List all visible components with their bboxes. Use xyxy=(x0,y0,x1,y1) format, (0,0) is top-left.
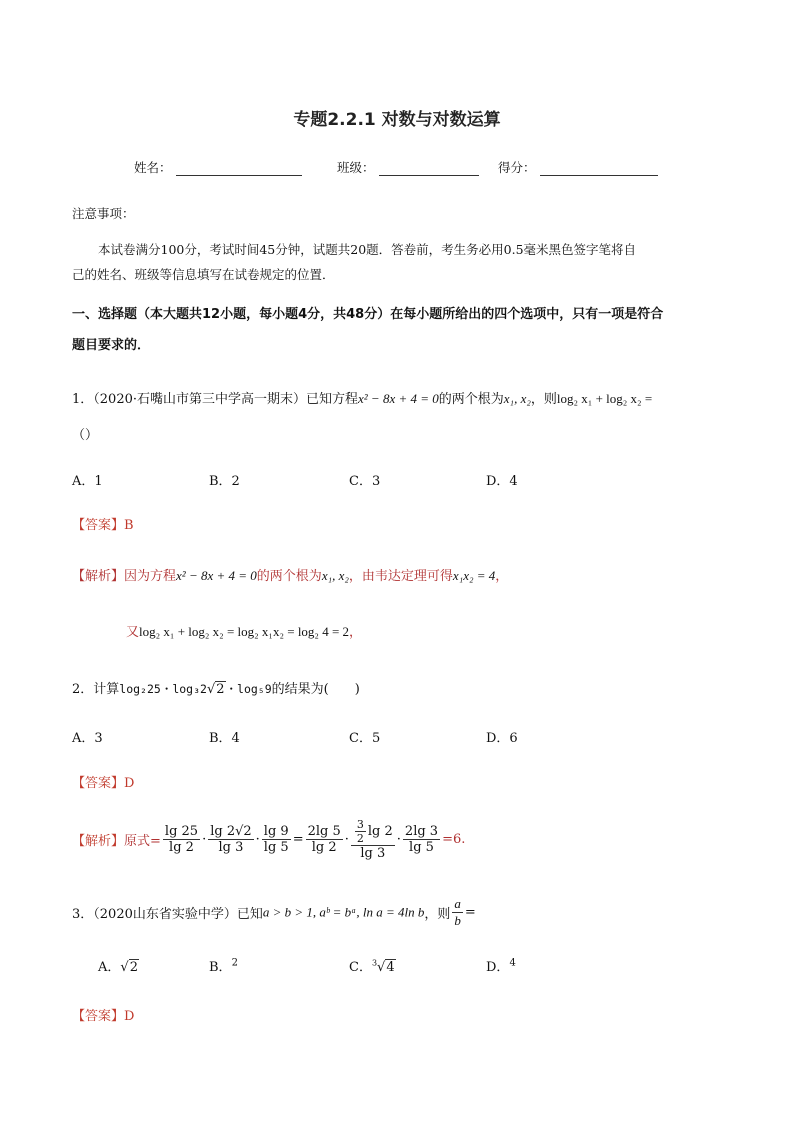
fraction-denominator: lg 5 xyxy=(409,840,434,855)
fraction-denominator: lg 3 xyxy=(218,840,244,855)
q2-fraction-6 xyxy=(403,824,440,855)
q3-stem-text: 3．（2020山东省实验中学）已知 xyxy=(72,907,263,922)
q3-option-c-radicand: 4 xyxy=(386,960,395,975)
question-1-stem xyxy=(72,388,652,407)
question-3-stem xyxy=(72,896,476,929)
score-field[interactable] xyxy=(498,158,658,176)
option-label: D． xyxy=(486,960,510,975)
q3-answer xyxy=(72,1005,134,1024)
q1-analysis-text-4: ， xyxy=(495,569,509,584)
q1-stem-text-2: 的两个根为 xyxy=(438,392,504,407)
nested-fraction xyxy=(355,818,366,845)
q3-stem-text-2: ，则 xyxy=(424,907,451,922)
q1-analysis-text-2: 的两个根为 xyxy=(256,569,322,584)
q3-option-a[interactable] xyxy=(98,956,139,975)
dot: · xyxy=(344,832,349,847)
fraction-numerator: 2lg 3 xyxy=(404,824,439,839)
class-label: 班级： xyxy=(337,160,375,175)
analysis-label: 【解析】 xyxy=(72,834,125,849)
fraction-denominator: lg 2 xyxy=(169,840,194,855)
q1-analysis-text: 因为方程 xyxy=(124,569,177,584)
fraction-numerator: a xyxy=(454,896,461,911)
q2-fraction-2 xyxy=(208,824,253,855)
q2-expr-a: log₂25・log₃2 xyxy=(119,682,207,696)
fraction-denominator: b xyxy=(454,913,461,928)
q3-option-b[interactable] xyxy=(209,956,238,975)
q1-analysis-product: x₁x₂ = 4 xyxy=(452,568,496,583)
q2-radicand: 2 xyxy=(216,682,225,697)
q3-answer-value: D xyxy=(124,1009,135,1024)
q2-stem-text-2: 的结果为( ) xyxy=(271,682,360,697)
q3-option-d-value: 4 xyxy=(509,957,516,969)
fraction-numerator xyxy=(351,818,395,846)
q1-analysis-2 xyxy=(126,621,362,640)
section-heading-line-2: 题目要求的． xyxy=(72,338,151,353)
fraction-numerator: lg 2√2 xyxy=(210,824,252,839)
question-2-stem xyxy=(72,678,360,697)
q3-stem-text-3: = xyxy=(464,905,476,920)
q1-stem-text-3: ，则 xyxy=(530,392,557,407)
q2-stem-text: 2．计算 xyxy=(72,682,120,697)
analysis-label: 【解析】 xyxy=(72,569,125,584)
sqrt-icon: √ xyxy=(206,682,216,697)
q1-option-d[interactable]: D．4 xyxy=(486,474,518,489)
section-heading-line-1: 一、选择题（本大题共12小题，每小题4分，共48分）在每小题所给出的四个选项中，只有一项是符合 xyxy=(72,307,664,322)
q2-option-a[interactable]: A．3 xyxy=(72,731,103,746)
answer-label: 【答案】 xyxy=(72,776,125,791)
class-blank[interactable] xyxy=(379,161,479,176)
q2-option-b[interactable]: B．4 xyxy=(209,731,240,746)
dot: · xyxy=(255,832,260,847)
q3-option-b-value: 2 xyxy=(231,957,238,969)
q1-stem-text: 1．（2020·石嘴山市第三中学高一期末）已知方程 xyxy=(72,392,358,407)
score-blank[interactable] xyxy=(540,161,658,176)
fraction-numerator: lg 25 xyxy=(164,824,199,839)
q2-answer-value: D xyxy=(124,776,135,791)
notice-line-2: 己的姓名、班级等信息填写在试卷规定的位置． xyxy=(72,267,335,282)
q1-equation: x² − 8x + 4 = 0 xyxy=(358,391,439,406)
cube-root-icon: √ xyxy=(377,960,386,975)
q3-fraction xyxy=(452,896,463,929)
q2-answer xyxy=(72,772,134,791)
fraction-denominator: lg 5 xyxy=(263,840,289,855)
q2-option-c[interactable]: C．5 xyxy=(349,731,381,746)
page-title: 专题2.2.1 对数与对数运算 xyxy=(293,110,501,130)
q3-option-a-radicand: 2 xyxy=(129,960,138,975)
q1-expression: log₂ x₁ + log₂ x₂ = xyxy=(556,391,653,406)
equals-sign: = xyxy=(292,832,304,847)
dot: · xyxy=(396,832,401,847)
notice-line-1: 本试卷满分100分，考试时间45分钟，试题共20题．答卷前，考生务必用0.5毫米黑色签字笔将自 xyxy=(98,242,637,257)
fraction-numerator: 2lg 5 xyxy=(307,824,341,839)
q2-option-d[interactable]: D．6 xyxy=(486,731,518,746)
q2-fraction-5 xyxy=(351,818,395,861)
option-label: C． xyxy=(349,960,372,975)
q2-analysis-prefix: 原式= xyxy=(124,834,161,849)
fraction-denominator: lg 3 xyxy=(360,846,386,861)
option-label: A． xyxy=(98,960,121,975)
q3-option-d[interactable] xyxy=(486,956,516,975)
q2-result: =6. xyxy=(442,832,466,847)
q1-roots: x₁, x₂ xyxy=(503,391,531,406)
q1-analysis-roots: x₁, x₂ xyxy=(321,568,349,583)
q1-analysis-text-3: ，由韦达定理可得 xyxy=(348,569,453,584)
name-field[interactable] xyxy=(134,158,302,176)
nested-numerator: 3 xyxy=(356,818,364,831)
fraction-denominator: lg 2 xyxy=(311,840,337,855)
q1-answer xyxy=(72,514,134,533)
q1-analysis2-text: 又 xyxy=(126,625,140,640)
q2-fraction-3 xyxy=(262,824,291,855)
dot: · xyxy=(202,832,207,847)
q1-option-c[interactable]: C．3 xyxy=(349,474,381,489)
q1-option-a[interactable]: A．1 xyxy=(72,474,103,489)
option-label: B． xyxy=(209,960,232,975)
notice-heading: 注意事项： xyxy=(72,206,135,221)
name-label: 姓名： xyxy=(134,160,172,175)
nested-denominator: 2 xyxy=(356,832,364,845)
q2-expr-b: ・log₅9 xyxy=(225,682,272,696)
root-index: 3 xyxy=(371,958,378,968)
fraction-numerator: lg 9 xyxy=(263,824,289,839)
score-label: 得分： xyxy=(498,160,536,175)
q3-option-c[interactable] xyxy=(349,956,396,975)
q1-answer-value: B xyxy=(124,518,134,533)
q2-analysis xyxy=(72,818,465,861)
q2-fraction-4 xyxy=(306,824,343,855)
q1-analysis2-expr: log₂ x₁ + log₂ x₂ = log₂ x₁x₂ = log₂ 4 = 2 xyxy=(139,624,350,639)
name-blank[interactable] xyxy=(176,161,302,176)
question-1-paren: （） xyxy=(72,428,99,443)
nested-lg: lg 2 xyxy=(367,824,393,839)
q3-condition: a > b > 1, aᵇ = bᵃ, ln a = 4ln b xyxy=(262,904,425,920)
q1-analysis-eq: x² − 8x + 4 = 0 xyxy=(176,568,257,583)
answer-label: 【答案】 xyxy=(72,518,125,533)
q2-fraction-1 xyxy=(163,824,200,855)
class-field[interactable] xyxy=(337,158,479,176)
q1-option-b[interactable]: B．2 xyxy=(209,474,240,489)
q1-analysis xyxy=(72,565,508,584)
answer-label: 【答案】 xyxy=(72,1009,125,1024)
q1-analysis2-text-2: ， xyxy=(349,625,363,640)
sqrt-icon: √ xyxy=(120,960,129,975)
